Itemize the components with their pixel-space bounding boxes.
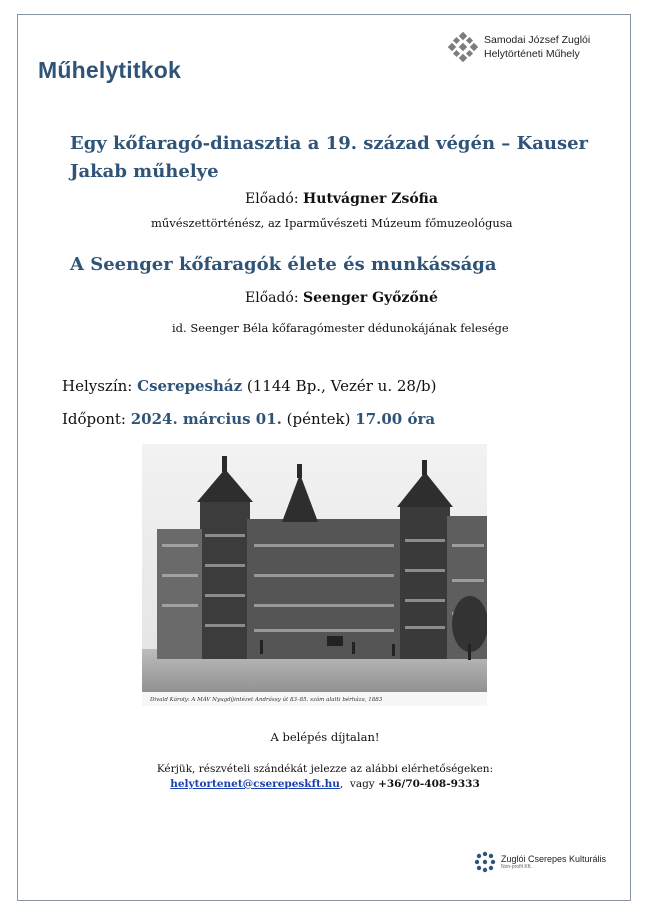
- contact-email-link[interactable]: helytortenet@cserepeskft.hu: [170, 778, 340, 790]
- photo-caption: Divald Károly: A MÁV Nyugdíjintézet Andrássy út 83–85. szám alatti bérháza, 1883: [150, 697, 383, 703]
- event-day: (péntek): [281, 410, 356, 428]
- series-title: Műhelytitkok: [38, 57, 181, 83]
- presenter-name: Hutvágner Zsófia: [303, 191, 438, 207]
- building-photo: [142, 444, 487, 706]
- lecture-2-title: [70, 251, 497, 279]
- lecture-1-presenter-desc: művészettörténész, az Iparművészeti Múzeum főmuzeológusa: [151, 216, 513, 230]
- lecture-2-presenter-desc: id. Seenger Béla kőfaragómester dédunokájának felesége: [172, 321, 509, 335]
- lecture-1-presenter: [245, 191, 438, 207]
- lecture-1-title-line2: Jakab műhelye: [70, 161, 219, 182]
- time-line: [62, 410, 435, 428]
- organizer-logo-icon: [448, 32, 478, 62]
- venue-label: Helyszín:: [62, 377, 138, 395]
- lecture-1-title: [70, 130, 588, 186]
- organizer-name-line2: Helytörténeti Műhely: [484, 48, 580, 60]
- cserepes-logo: [474, 851, 606, 873]
- presenter-label: Előadó:: [245, 290, 304, 306]
- organizer-logo: [448, 32, 590, 62]
- event-date: 2024. március 01.: [130, 410, 282, 428]
- contact-phone: +36/70-408-9333: [378, 778, 480, 790]
- contact-details: [0, 777, 650, 792]
- event-hour: 17.00 óra: [355, 410, 436, 428]
- free-entry-note: A belépés díjtalan!: [270, 730, 380, 744]
- organizer-name-line1: Samodai József Zuglói: [484, 34, 591, 46]
- contact-block: [0, 762, 650, 792]
- lecture-1-title-line1: Egy kőfaragó-dinasztia a 19. század végén – Kauser: [70, 133, 589, 154]
- venue-address: (1144 Bp., Vezér u. 28/b): [242, 377, 437, 395]
- time-label: Időpont:: [62, 410, 131, 428]
- building-photo-image: [142, 444, 487, 706]
- venue-name: Cserepesház: [137, 377, 243, 395]
- lecture-2-title-line1: A Seenger kőfaragók élete és munkássága: [70, 254, 497, 275]
- venue-line: [62, 377, 436, 395]
- presenter-name: Seenger Győzőné: [303, 290, 438, 306]
- presenter-label: Előadó:: [245, 191, 304, 207]
- cserepes-logo-icon: [474, 851, 496, 873]
- lecture-2-presenter: [245, 290, 438, 306]
- contact-instructions: Kérjük, részvételi szándékát jelezze az alábbi elérhetőségeken:: [156, 763, 494, 775]
- cserepes-logo-name: Zuglói Cserepes Kulturális: [501, 854, 607, 864]
- contact-separator: , vagy: [339, 778, 379, 790]
- cserepes-logo-sub: Non-profit Kft.: [501, 864, 532, 870]
